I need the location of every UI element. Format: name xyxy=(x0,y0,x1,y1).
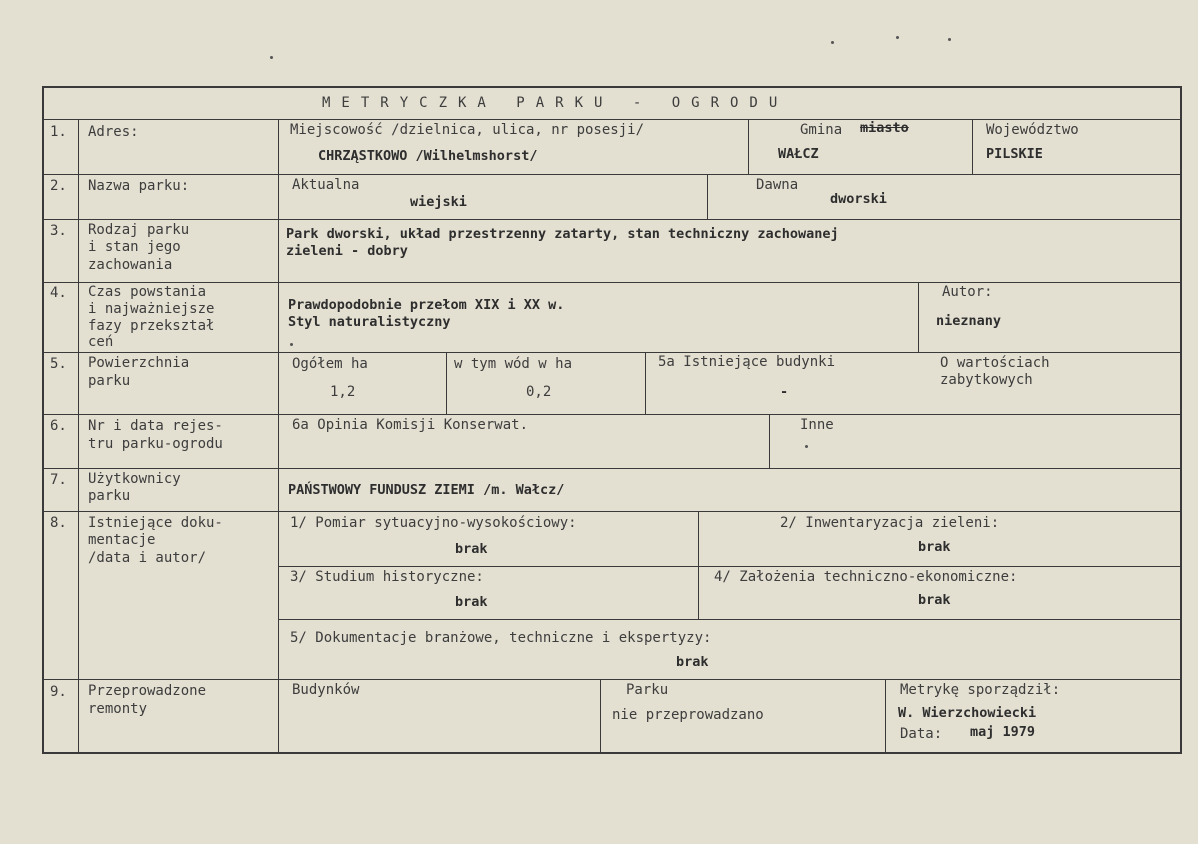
voivodeship-value: PILSKIE xyxy=(986,146,1043,162)
rule-row4 xyxy=(42,352,1182,353)
paper-speck xyxy=(831,41,834,44)
row5-label-line1: Powierzchnia xyxy=(88,355,190,371)
row6-label-line1: Nr i data rejes- xyxy=(88,418,223,434)
tech-econ-label: 4/ Założenia techniczno-ekonomiczne: xyxy=(714,569,1018,585)
historical-study-value: brak xyxy=(455,594,488,610)
heritage-label-line1: O wartościach xyxy=(940,355,1050,371)
row9-label-line2: remonty xyxy=(88,701,148,717)
rule-r4 xyxy=(918,282,919,352)
rule-row6 xyxy=(42,468,1182,469)
rule-row5 xyxy=(42,414,1182,415)
row9-label-line1: Przeprowadzone xyxy=(88,683,207,699)
rule-label-col xyxy=(278,119,279,754)
branch-docs-label: 5/ Dokumentacje branżowe, techniczne i ekspertyzy: xyxy=(290,630,712,646)
row2-label: Nazwa parku: xyxy=(88,178,190,194)
row2-number: 2. xyxy=(50,178,67,194)
date-label: Data: xyxy=(900,726,943,742)
row4-label-line4: ceń xyxy=(88,334,114,350)
survey-label: 1/ Pomiar sytuacyjno-wysokościowy: xyxy=(290,515,577,531)
paper-speck xyxy=(948,38,951,41)
row9-number: 9. xyxy=(50,684,67,700)
prepared-by-label: Metrykę sporządził: xyxy=(900,682,1061,698)
rule-row3 xyxy=(42,282,1182,283)
total-area-value: 1,2 xyxy=(330,384,356,400)
gmina-label: Gmina xyxy=(800,122,843,138)
park-repairs-value: nie przeprowadzano xyxy=(612,707,764,723)
row5-label-line2: parku xyxy=(88,373,131,389)
row3-label-line2: i stan jego xyxy=(88,239,181,255)
prepared-by-value: W. Wierzchowiecki xyxy=(898,705,1037,721)
rule-row8 xyxy=(42,679,1182,680)
water-area-label: w tym wód w ha xyxy=(454,356,573,372)
paper-speck xyxy=(290,343,293,346)
row3-label-line1: Rodzaj parku xyxy=(88,222,190,238)
row3-label-line3: zachowania xyxy=(88,257,173,273)
row3-number: 3. xyxy=(50,223,67,239)
rule-r9b xyxy=(885,679,886,754)
rule-r5a xyxy=(446,352,447,414)
tech-econ-value: brak xyxy=(918,592,951,608)
current-name-value: wiejski xyxy=(410,194,467,210)
existing-buildings-value: - xyxy=(780,384,789,400)
buildings-repairs-label: Budynków xyxy=(292,682,360,698)
row1-number: 1. xyxy=(50,124,67,140)
paper-speck xyxy=(805,445,808,448)
paper-speck xyxy=(270,56,273,59)
branch-docs-value: brak xyxy=(676,654,709,670)
historical-study-label: 3/ Studium historyczne: xyxy=(290,569,484,585)
paper-speck xyxy=(896,36,899,39)
locality-label: Miejscowość /dzielnica, ulica, nr posesji/ xyxy=(290,122,645,138)
greenery-inventory-label: 2/ Inwentaryzacja zieleni: xyxy=(780,515,1000,531)
current-name-label: Aktualna xyxy=(292,177,360,193)
park-type-value-line2: zieleni - dobry xyxy=(286,243,408,259)
row4-label-line1: Czas powstania xyxy=(88,284,207,300)
row6-number: 6. xyxy=(50,418,67,434)
gmina-value: WAŁCZ xyxy=(778,146,819,162)
heritage-label-line2: zabytkowych xyxy=(940,372,1033,388)
row4-number: 4. xyxy=(50,285,67,301)
origin-value-line1: Prawdopodobnie przełom XIX i XX w. xyxy=(288,297,565,313)
author-value: nieznany xyxy=(936,313,1002,329)
rule-row2 xyxy=(42,219,1182,220)
gmina-strike: miasto xyxy=(860,120,909,136)
row5-number: 5. xyxy=(50,356,67,372)
rule-r2 xyxy=(707,174,708,219)
other-label: Inne xyxy=(800,417,834,433)
row1-label: Adres: xyxy=(88,124,139,140)
survey-value: brak xyxy=(455,541,488,557)
rule-num-col xyxy=(78,119,79,754)
origin-value-line2: Styl naturalistyczny xyxy=(288,314,451,330)
water-area-value: 0,2 xyxy=(526,384,552,400)
rule-row7 xyxy=(42,511,1182,512)
rule-r8 xyxy=(698,511,699,619)
conservation-opinion-label: 6a Opinia Komisji Konserwat. xyxy=(292,417,529,433)
rule-row1 xyxy=(42,174,1182,175)
row6-label-line2: tru parku-ogrodu xyxy=(88,436,223,452)
rule-row8b xyxy=(278,619,1182,620)
locality-value: CHRZĄSTKOWO /Wilhelmshorst/ xyxy=(318,148,538,164)
author-label: Autor: xyxy=(942,284,993,300)
row8-label-line2: mentacje xyxy=(88,532,156,548)
row4-label-line3: fazy przekształ xyxy=(88,318,215,334)
users-value: PAŃSTWOWY FUNDUSZ ZIEMI /m. Wałcz/ xyxy=(288,482,565,498)
park-repairs-label: Parku xyxy=(626,682,669,698)
row7-number: 7. xyxy=(50,472,67,488)
row7-label-line2: parku xyxy=(88,488,131,504)
former-name-value: dworski xyxy=(830,191,887,207)
rule-title xyxy=(42,119,1182,120)
greenery-inventory-value: brak xyxy=(918,539,951,555)
former-name-label: Dawna xyxy=(756,177,799,193)
rule-r6 xyxy=(769,414,770,468)
voivodeship-label: Województwo xyxy=(986,122,1079,138)
existing-buildings-label: 5a Istniejące budynki xyxy=(658,354,836,370)
rule-row8a xyxy=(278,566,1182,567)
row8-label-line3: /data i autor/ xyxy=(88,550,207,566)
rule-r5b xyxy=(645,352,646,414)
row7-label-line1: Użytkownicy xyxy=(88,471,181,487)
total-area-label: Ogółem ha xyxy=(292,356,368,372)
date-value: maj 1979 xyxy=(970,724,1036,740)
park-type-value-line1: Park dworski, układ przestrzenny zatarty, stan techniczny zachowanej xyxy=(286,226,839,242)
rule-r1b xyxy=(972,119,973,174)
row8-label-line1: Istniejące doku- xyxy=(88,515,223,531)
row4-label-line2: i najważniejsze xyxy=(88,301,215,317)
form-title: METRYCZKA PARKU - OGRODU xyxy=(322,95,789,111)
row8-number: 8. xyxy=(50,515,67,531)
rule-r9a xyxy=(600,679,601,754)
rule-r1a xyxy=(748,119,749,174)
